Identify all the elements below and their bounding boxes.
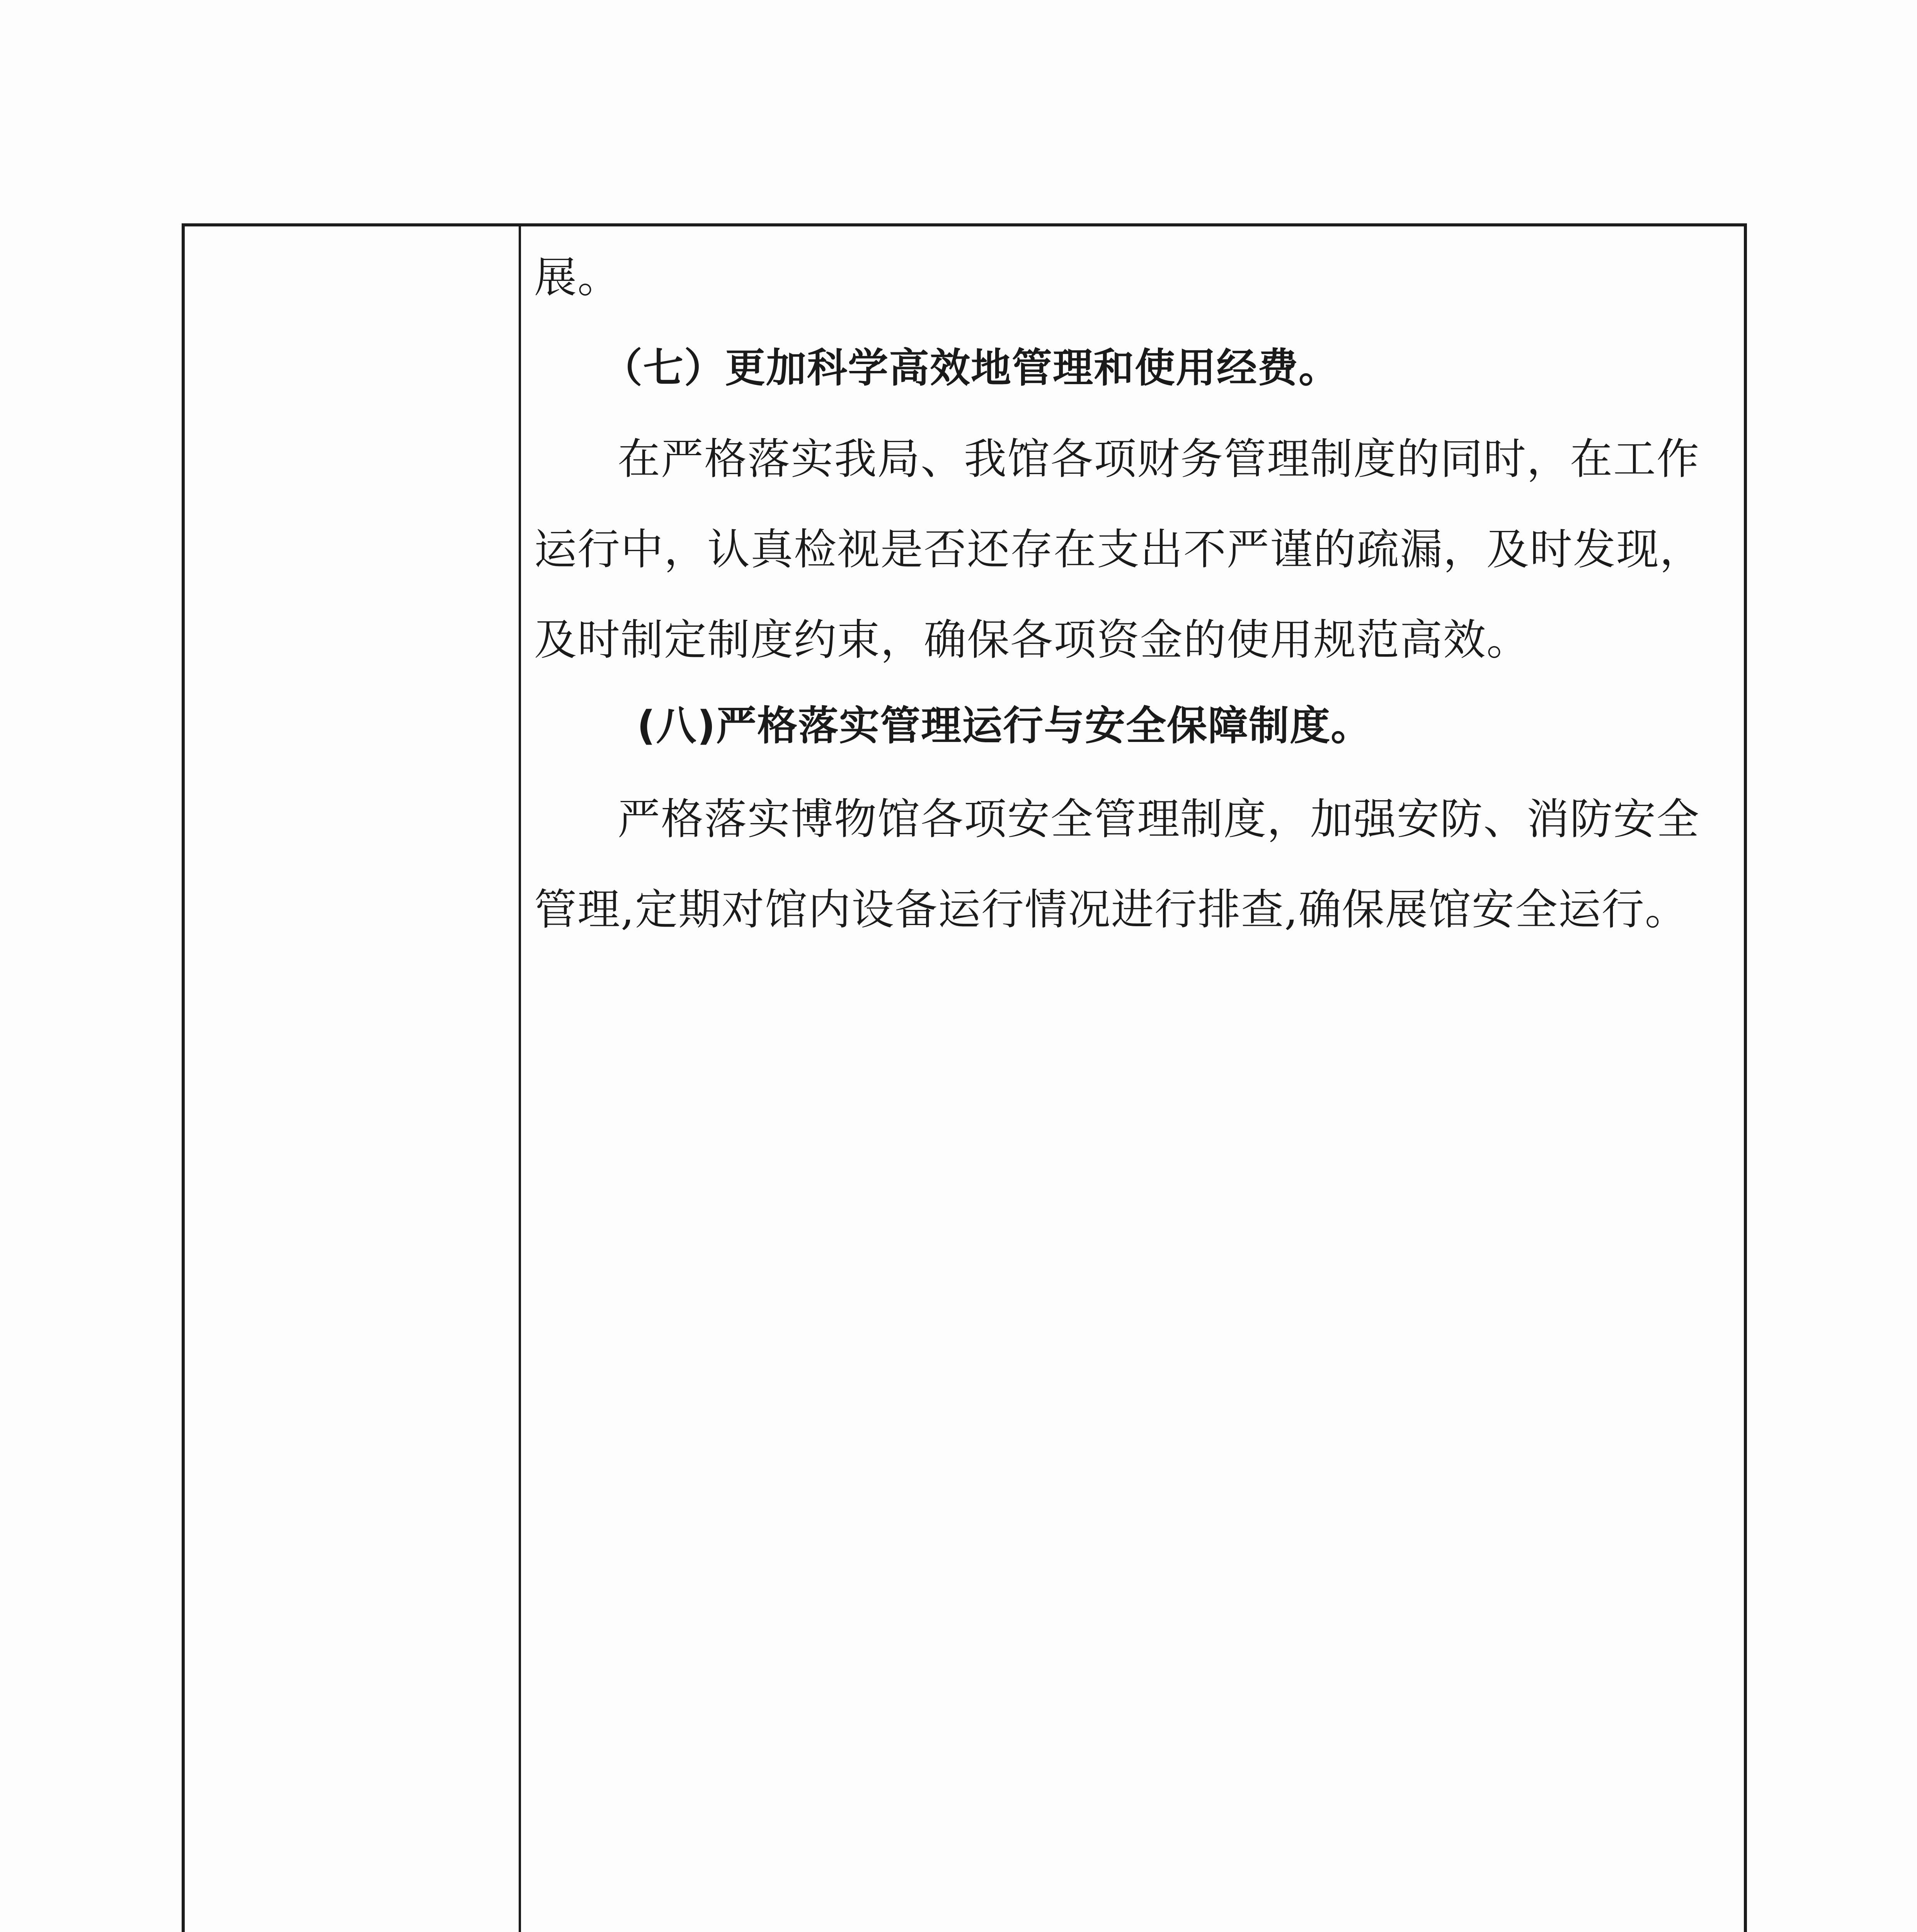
content-column xyxy=(521,226,1744,1932)
paragraph-line: 在严格落实我局、我馆各项财务管理制度的同时，在工作 xyxy=(618,434,1700,484)
label-column xyxy=(185,226,521,1932)
paragraph-line: 及时制定制度约束，确保各项资金的使用规范高效。 xyxy=(534,615,1530,665)
paragraph-line: 管理,定期对馆内设备运行情况进行排查,确保展馆安全运行。 xyxy=(534,885,1688,934)
form-table xyxy=(182,223,1747,1932)
paragraph-continuation: 展。 xyxy=(534,253,621,302)
section-heading-8: (八)严格落实管理运行与安全保障制度。 xyxy=(637,702,1372,749)
paragraph-line: 严格落实博物馆各项安全管理制度，加强安防、消防安全 xyxy=(618,794,1700,844)
paragraph-line: 运行中，认真检视是否还存在支出不严谨的疏漏，及时发现， xyxy=(534,525,1703,574)
section-heading-7: （七）更加科学高效地管理和使用经费。 xyxy=(602,344,1340,391)
